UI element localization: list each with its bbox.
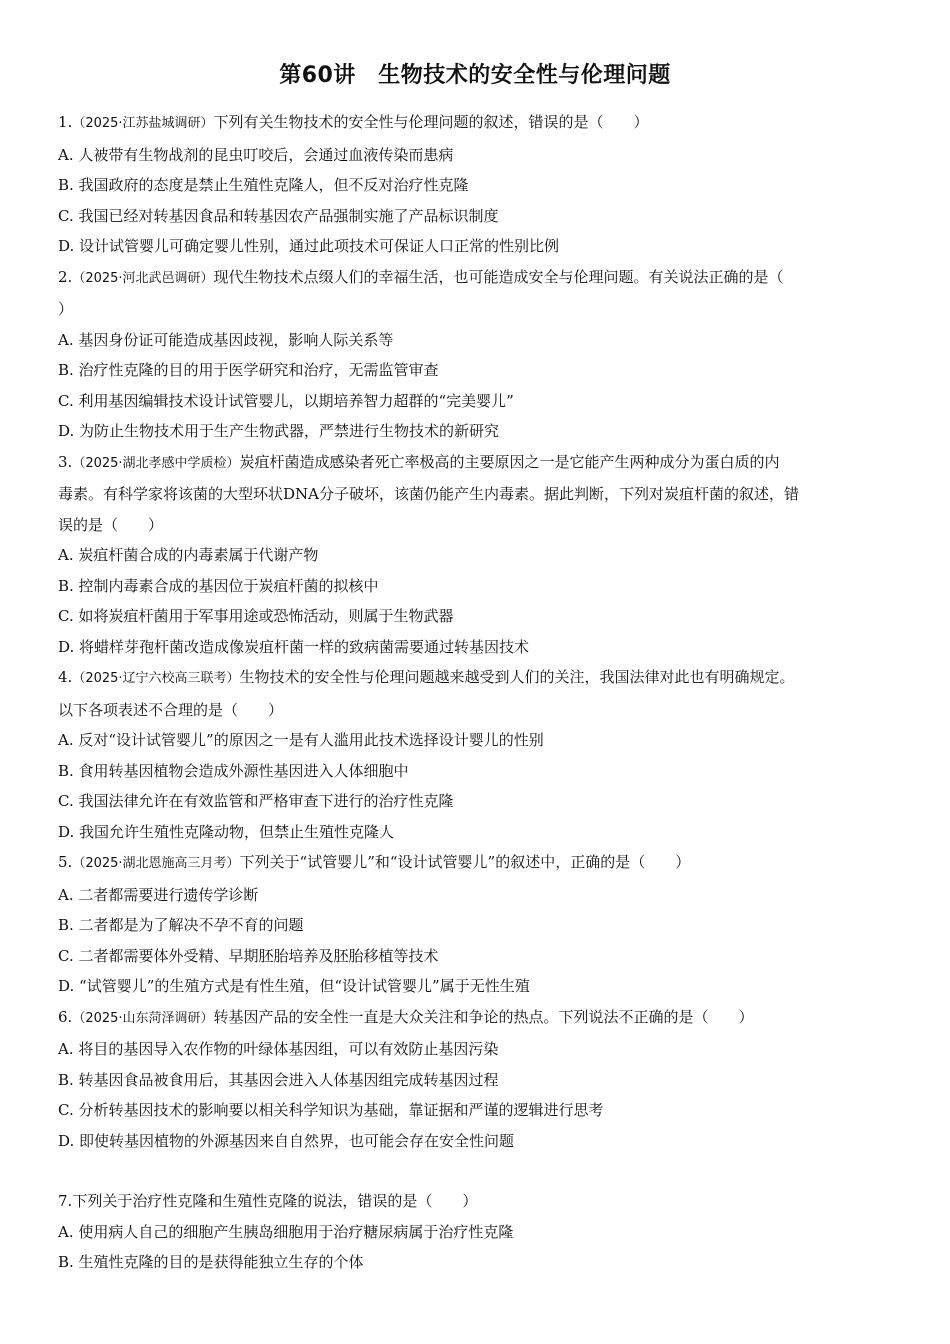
option-c: C. 利用基因编辑技术设计试管婴儿，以期培养智力超群的“完美婴儿”: [58, 391, 514, 410]
option-a: A. 人被带有生物战剂的昆虫叮咬后，会通过血液传染而患病: [58, 145, 454, 164]
option-c: C. 分析转基因技术的影响要以相关科学知识为基础，靠证据和严谨的逻辑进行思考: [58, 1101, 604, 1119]
question-number: 4.: [58, 668, 73, 686]
option-c: C. 我国已经对转基因食品和转基因农产品强制实施了产品标识制度: [58, 206, 499, 225]
question-source: （2025·辽宁六校高三联考）: [72, 671, 240, 686]
option-b: B. 控制内毒素合成的基因位于炭疽杆菌的拟核中: [58, 576, 379, 595]
option-c: C. 二者都需要体外受精、早期胚胎培养及胚胎移植等技术: [58, 946, 439, 965]
option-a: A. 将目的基因导入农作物的叶绿体基因组，可以有效防止基因污染: [58, 1040, 499, 1058]
question-list: [58, 107, 908, 1278]
option-a: A. 基因身份证可能造成基因歧视，影响人际关系等: [58, 330, 394, 349]
question-stem: [58, 107, 908, 140]
question-number: 3.: [58, 452, 73, 471]
question-source: （2025·河北武邑调研）: [72, 270, 214, 286]
option-b: B. 二者都是为了解决不孕不育的问题: [58, 916, 304, 934]
question-text: 生物技术的安全性与伦理问题越来越受到人们的关注，我国法律对此也有明确规定。: [239, 668, 795, 686]
question-number: 6.: [58, 1007, 73, 1026]
option-d: D. 我国允许生殖性克隆动物，但禁止生殖性克隆人: [58, 822, 395, 841]
question-text: 转基因产品的安全性一直是大众关注和争论的热点。下列说法不正确的是（ ）: [213, 1007, 754, 1026]
option-a: A. 使用病人自己的细胞产生胰岛细胞用于治疗糖尿病属于治疗性克隆: [58, 1222, 514, 1241]
option-b: B. 治疗性克隆的目的用于医学研究和治疗，无需监管审查: [58, 361, 439, 379]
option-d: D. “试管婴儿”的生殖方式是有性生殖，但“设计试管婴儿”属于无性生殖: [58, 977, 530, 995]
question-text: 炭疽杆菌造成感染者死亡率极高的主要原因之一是它能产生两种成分为蛋白质的内: [239, 452, 780, 471]
question-7: [58, 1186, 908, 1278]
option-c: C. 我国法律允许在有效监管和严格审查下进行的治疗性克隆: [58, 792, 454, 810]
question-text: 下列有关生物技术的安全性与伦理问题的叙述，错误的是（ ）: [213, 113, 649, 131]
question-number: 2.: [58, 267, 73, 286]
question-3: [58, 447, 908, 663]
question-stem: [58, 847, 908, 880]
option-d: D. 设计试管婴儿可确定婴儿性别，通过此项技术可保证人口正常的性别比例: [58, 237, 560, 255]
question-2: [58, 262, 908, 447]
question-text: 下列关于“试管婴儿”和“设计试管婴儿”的叙述中，正确的是（ ）: [239, 853, 691, 871]
option-c: C. 如将炭疽杆菌用于军事用途或恐怖活动，则属于生物武器: [58, 607, 454, 625]
option-d: D. 即使转基因植物的外源基因来自自然界，也可能会存在安全性问题: [58, 1131, 515, 1150]
question-number: 7.: [58, 1192, 73, 1210]
question-stem: [58, 447, 908, 480]
option-b: B. 我国政府的态度是禁止生殖性克隆人，但不反对治疗性克隆: [58, 176, 469, 194]
question-stem: [58, 662, 908, 695]
question-text-continued: ）: [58, 300, 74, 318]
question-text-continued: 误的是（ ）: [58, 515, 164, 534]
option-d: D. 将蜡样芽孢杆菌改造成像炭疽杆菌一样的致病菌需要通过转基因技术: [58, 637, 530, 656]
page-title: 第60讲 生物技术的安全性与伦理问题: [279, 63, 671, 88]
question-4: [58, 662, 908, 847]
question-source: （2025·江苏盐城调研）: [72, 116, 214, 131]
question-number: 1.: [58, 113, 73, 131]
blank-spacer: [58, 1156, 908, 1186]
question-5: [58, 847, 908, 1002]
option-b: B. 转基因食品被食用后，其基因会进入人体基因组完成转基因过程: [58, 1070, 499, 1089]
option-a: A. 二者都需要进行遗传学诊断: [58, 885, 259, 904]
option-b: B. 生殖性克隆的目的是获得能独立生存的个体: [58, 1253, 364, 1271]
question-source: （2025·山东菏泽调研）: [72, 1010, 214, 1026]
question-stem: [58, 1186, 908, 1217]
question-source: （2025·湖北恩施高三月考）: [72, 856, 240, 871]
question-stem: [58, 1002, 908, 1035]
question-text-continued: 以下各项表述不合理的是（ ）: [58, 700, 284, 719]
question-1: [58, 107, 908, 262]
option-a: A. 反对“设计试管婴儿”的原因之一是有人滥用此技术选择设计婴儿的性别: [58, 731, 544, 749]
option-d: D. 为防止生物技术用于生产生物武器，严禁进行生物技术的新研究: [58, 422, 500, 440]
question-6: [58, 1002, 908, 1157]
question-text-continued: 毒素。有科学家将该菌的大型环状DNA分子破坏，该菌仍能产生内毒素。据此判断，下列对炭疽杆菌的叙述，错: [58, 485, 799, 503]
option-b: B. 食用转基因植物会造成外源性基因进入人体细胞中: [58, 761, 409, 780]
question-text: 下列关于治疗性克隆和生殖性克隆的说法，错误的是（ ）: [72, 1192, 478, 1210]
question-stem: [58, 262, 908, 295]
option-a: A. 炭疽杆菌合成的内毒素属于代谢产物: [58, 546, 319, 564]
question-number: 5.: [58, 853, 73, 871]
question-source: （2025·湖北孝感中学质检）: [72, 455, 240, 471]
question-text: 现代生物技术点缀人们的幸福生活，也可能造成安全与伦理问题。有关说法正确的是（: [213, 267, 784, 286]
